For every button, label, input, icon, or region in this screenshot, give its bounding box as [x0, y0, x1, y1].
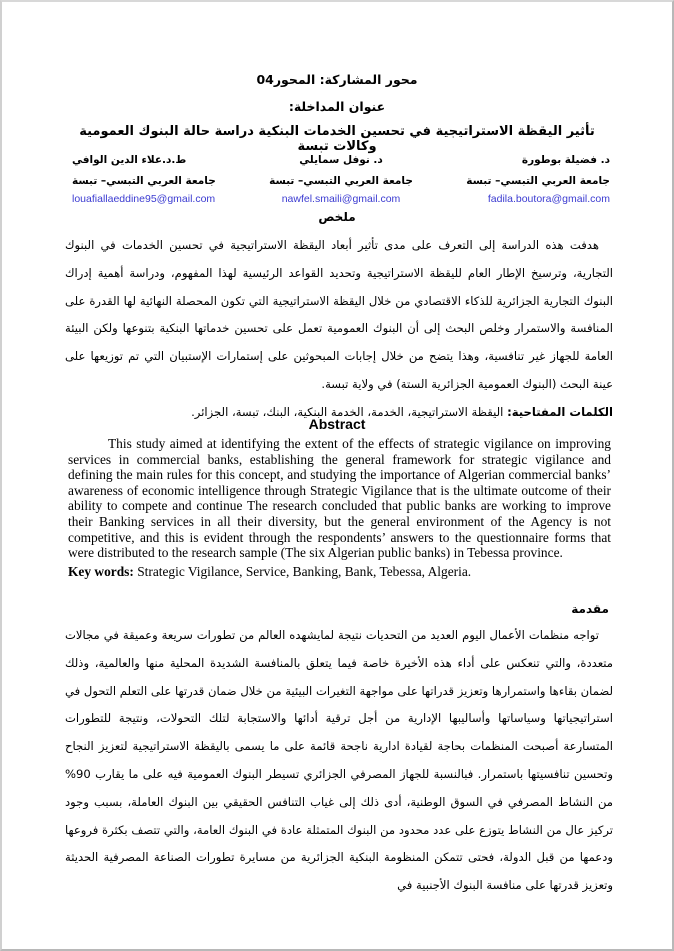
introduction-body: تواجه منظمات الأعمال اليوم العديد من التحديات نتيجة لمايشهده العالم من تطورات سريعة وعميقة في مجالات متعددة، والتي تنعكس على أداء هذه الأخيرة خاصة فيما يتعلق بالمنافسة الشديدة المحلية منها والعالمية، وذلك لضمان بقاءها واستمرارها وتعزيز قدراتها على مواجهة التغيرات البيئية من خلال ضمان قدرتها على التعلم التحول في استراتيجياتها وسياساتها وأساليبها الإدارية من أجل ترقية أدائها والاستجابة لتلك التحولات، ونتيجة للتطورات المتسارعة أصبحت المنظمات بحاجة لقيادة ادارية ناجحة قائمة على ما يسمى باليقظة الاستراتيجية لتعزيز النجاح وتحسين تنافسيتها باستمرار. فبالنسبة للجهاز المصرفي الجزائري تسيطر البنوك العمومية فيه على ما يقارب 90% من النشاط المصرفي في السوق الوطنية، أدى ذلك إلى غياب التنافس الحقيقي بين البنوك العاملة، بسبب وجود تركيز عال من النشاط يتوزع على عدد محدود من البنوك المتمثلة عادة في البنوك العامة، والتي تتصف بكثرة فروعها ودعمها من قبل الدولة، فحتى تتمكن المنظومة البنكية الجزائرية من مسايرة تطورات الصناعة المصرفية الحديثة وتعزيز قدرتها على منافسة البنوك الأجنبية في — [65, 628, 613, 893]
introduction-title: مقدمة — [571, 602, 609, 616]
author-1 — [435, 150, 610, 210]
english-keywords-list: Strategic Vigilance, Service, Banking, Bank, Tebessa, Algeria. — [133, 564, 472, 579]
author-3 — [72, 150, 247, 210]
author-name: د. نوفل سمايلي — [299, 154, 383, 166]
participation-axis: محور المشاركة: المحور04 — [256, 72, 418, 87]
english-abstract — [68, 436, 611, 561]
arabic-abstract-body: هدفت هذه الدراسة إلى التعرف على مدى تأثير أبعاد اليقظة الاستراتيجية في تحسين الخدمات في البنوك التجارية، وترسيخ الإطار العام لليقظة الاستراتيجية وتحديد القواعد الرئيسية لهذا المفهوم، ودراسة أهمية إدراك البنوك التجارية الجزائرية للذكاء الاقتصادي من خلال اليقظة الاستراتيجية التي تكون المحصلة النهائية لها القدرة على المنافسة والاستمرار وخلص البحث إلى أن البنوك العمومية تعمل على تحسين خدماتها البنكية بتنوعها ولكن البيئة العامة للجهاز غير تنافسية، وهذا يتضح من خلال إجابات المبحوثين على إستمارات الإستبيان التي تم توزيعها على عينة البحث (البنوك العمومية الجزائرية الستة) في ولاية تبسة. — [65, 238, 613, 391]
author-email-link[interactable]: louafiallaeddine95@gmail.com — [72, 193, 216, 205]
arabic-abstract-title: ملخص — [318, 210, 356, 224]
arabic-abstract — [65, 232, 613, 427]
english-keywords-label: Key words: — [68, 564, 134, 579]
introduction — [65, 622, 613, 900]
author-2 — [254, 150, 429, 210]
author-name: ط.د.علاء الدين الوافي — [72, 154, 187, 166]
author-name: د. فضيلة بوطورة — [521, 154, 610, 166]
authors-block — [72, 150, 610, 210]
paper-title: تأثير اليقظة الاستراتيجية في تحسين الخدمات البنكية دراسة حالة البنوك العمومية وكالات تبسة — [79, 124, 595, 154]
author-affiliation: جامعة العربي التبسي– تبسة — [466, 175, 610, 187]
arabic-keywords-label: الكلمات المفتاحية: — [507, 404, 613, 419]
author-affiliation: جامعة العربي التبسي– تبسة — [269, 175, 413, 187]
english-abstract-body: This study aimed at identifying the extent of the effects of strategic vigilance on improving services in commercial banks, establishing the general framework for strategic vigilance and defining the main rules for this concept, and studying the importance of Algerian commercial banks’ awareness of economic intelligence through Strategic Vigilance that is the ultimate outcome of their ability to compete and continue The research concluded that public banks are working to improve their Banking services in all their diversity, but the general environment of the Agency is not competitive, and this is evident through the respondents’ answers to the questionnaire forms that were distributed to the research sample (The six Algerian public banks) in Tebessa province. — [68, 436, 611, 561]
english-keywords — [68, 564, 611, 580]
author-email-link[interactable]: fadila.boutora@gmail.com — [487, 193, 610, 205]
author-email-link[interactable]: nawfel.smaili@gmail.com — [281, 193, 401, 205]
author-affiliation: جامعة العربي التبسي– تبسة — [72, 175, 216, 187]
arabic-keywords: اليقظة الاستراتيجية، الخدمة، الخدمة البنكية، البنك، تبسة، الجزائر. — [191, 404, 508, 419]
english-abstract-title: Abstract — [308, 416, 366, 432]
title-label: عنوان المداخلة: — [288, 99, 386, 114]
